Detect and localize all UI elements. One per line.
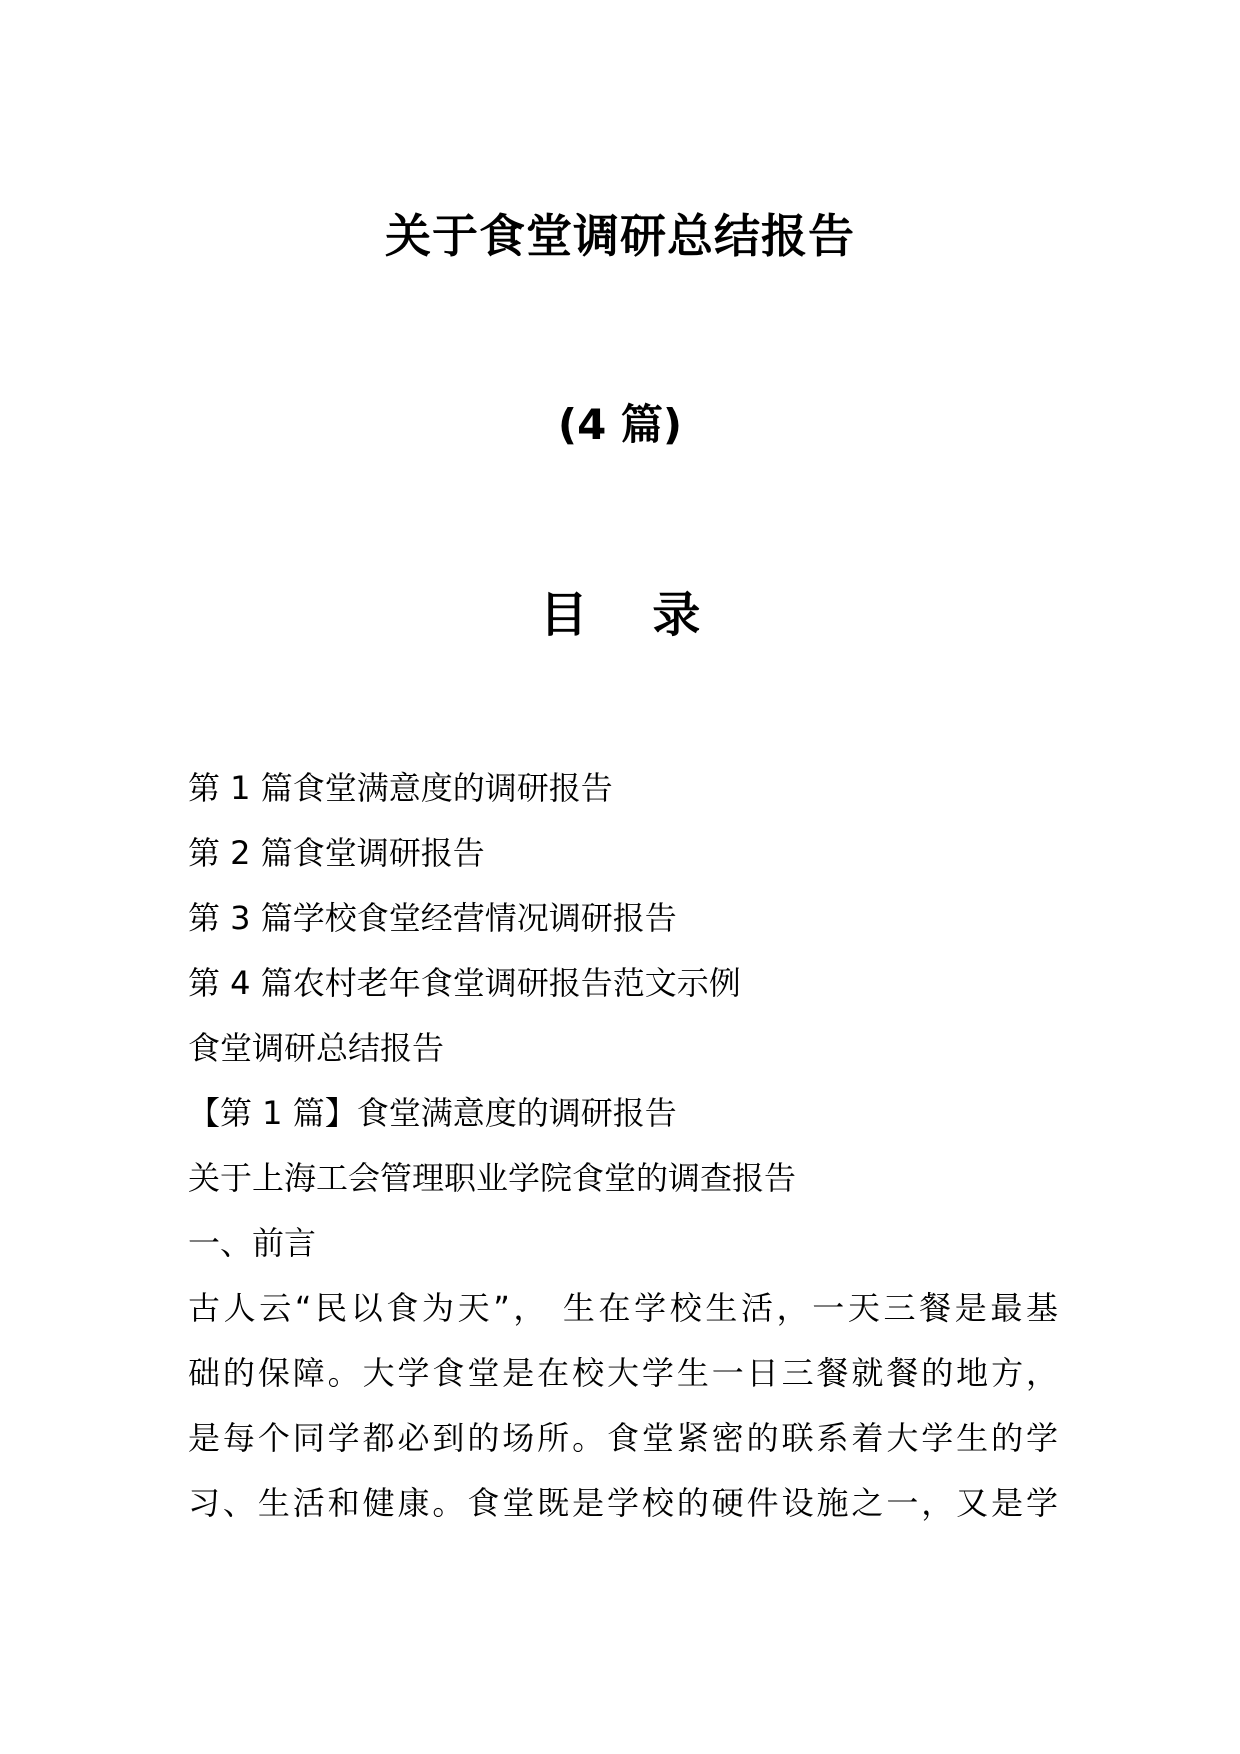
toc-item-2: 第 2 篇食堂调研报告 <box>188 834 485 872</box>
toc-heading: 目 录 <box>539 587 725 643</box>
paragraph-line: 古人云“民以食为天”， 生在学校生活，一天三餐是最基 <box>188 1289 1058 1327</box>
subheading-preface: 一、前言 <box>188 1224 317 1262</box>
article-count: (4 篇) <box>557 400 683 449</box>
paragraph-line: 习、生活和健康。食堂既是学校的硬件设施之一，又是学 <box>188 1484 1058 1522</box>
document-title: 关于食堂调研总结报告 <box>385 209 855 263</box>
toc-item-1: 第 1 篇食堂满意度的调研报告 <box>188 769 613 807</box>
part-heading: 【第 1 篇】食堂满意度的调研报告 <box>188 1094 677 1132</box>
toc-item-4: 第 4 篇农村老年食堂调研报告范文示例 <box>188 964 741 1002</box>
paragraph-line: 是每个同学都必到的场所。食堂紧密的联系着大学生的学 <box>188 1419 1058 1457</box>
paragraph-line: 础的保障。大学食堂是在校大学生一日三餐就餐的地方， <box>188 1354 1058 1392</box>
report-title: 关于上海工会管理职业学院食堂的调查报告 <box>188 1159 797 1197</box>
document-body <box>188 756 1058 1536</box>
section-title: 食堂调研总结报告 <box>188 1029 445 1067</box>
toc-item-3: 第 3 篇学校食堂经营情况调研报告 <box>188 899 677 937</box>
